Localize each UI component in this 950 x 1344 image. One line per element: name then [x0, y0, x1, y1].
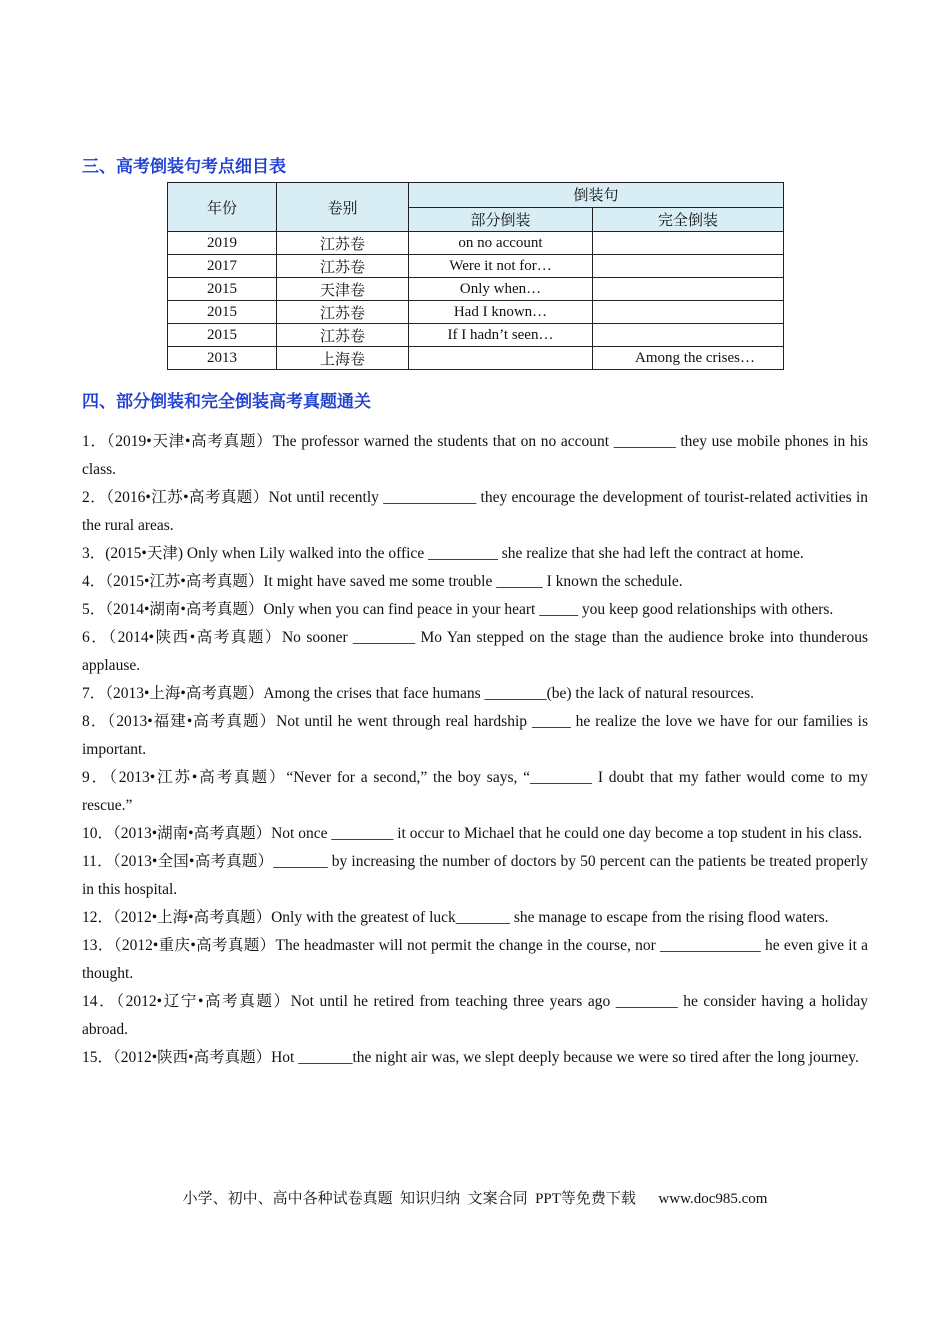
question-list — [82, 428, 868, 1072]
cell-year: 2019 — [168, 232, 277, 255]
cell-partial — [409, 347, 593, 370]
cell-paper: 江苏卷 — [277, 255, 409, 278]
cell-full — [593, 255, 784, 278]
question-item: 7．（2013•上海•高考真题）Among the crises that face humans ________(be) the lack of natural resources. — [82, 685, 755, 702]
table-row — [168, 347, 784, 370]
question-item: 13．（2012•重庆•高考真题）The headmaster will not permit the change in the course, nor _____________ he even give it a thought. — [82, 937, 868, 982]
cell-full — [593, 301, 784, 324]
question-item: 11．（2013•全国•高考真题）_______ by increasing the number of doctors by 50 percent can the patients be treated properly in this hospital. — [82, 853, 868, 898]
question-item: 14．（2012•辽宁•高考真题）Not until he retired from teaching three years ago ________ he consider having a holiday abroad. — [82, 993, 868, 1038]
table-row — [168, 324, 784, 347]
cell-partial: on no account — [409, 232, 593, 255]
section-3-title: 三、高考倒装句考点细目表 — [82, 157, 286, 177]
cell-partial: Had I known… — [409, 301, 593, 324]
question-item: 9．（2013•江苏•高考真题）“Never for a second,” the boy says, “________ I doubt that my father would come to my rescue.” — [82, 769, 868, 814]
question-item: 10．（2013•湖南•高考真题）Not once ________ it occur to Michael that he could one day become a top student in his class. — [82, 825, 863, 842]
cell-year: 2017 — [168, 255, 277, 278]
question-item: 2．（2016•江苏•高考真题）Not until recently ____________ they encourage the development of tourist-related activities in the rural areas. — [82, 489, 868, 534]
cell-year: 2015 — [168, 301, 277, 324]
question-item: 5．（2014•湖南•高考真题）Only when you can find peace in your heart _____ you keep good relationships with others. — [82, 601, 834, 618]
footer-text: 小学、初中、高中各种试卷真题 知识归纳 文案合同 PPT等免费下载 — [182, 1191, 636, 1207]
question-item: 4．（2015•江苏•高考真题）It might have saved me some trouble ______ I known the schedule. — [82, 573, 683, 590]
footer-url[interactable]: www.doc985.com — [658, 1191, 768, 1207]
cell-partial: If I hadn’t seen… — [409, 324, 593, 347]
table-row — [168, 232, 784, 255]
cell-full — [593, 278, 784, 301]
cell-full: Among the crises… — [593, 347, 784, 370]
section-4-title: 四、部分倒装和完全倒装高考真题通关 — [82, 392, 371, 412]
inversion-summary-table — [167, 182, 784, 370]
page-footer — [0, 1188, 950, 1210]
cell-year: 2013 — [168, 347, 277, 370]
header-paper: 卷别 — [277, 183, 409, 232]
question-item: 6．（2014•陕西•高考真题）No sooner ________ Mo Yan stepped on the stage than the audience broke into thunderous applause. — [82, 629, 868, 674]
cell-year: 2015 — [168, 278, 277, 301]
table-row — [168, 301, 784, 324]
header-year: 年份 — [168, 183, 277, 232]
cell-paper: 上海卷 — [277, 347, 409, 370]
question-item: 1．（2019•天津•高考真题）The professor warned the students that on no account ________ they use mobile phones in his class. — [82, 433, 868, 478]
cell-paper: 天津卷 — [277, 278, 409, 301]
header-partial: 部分倒装 — [409, 207, 593, 232]
table-header-row — [168, 183, 784, 208]
cell-paper: 江苏卷 — [277, 324, 409, 347]
cell-partial: Were it not for… — [409, 255, 593, 278]
cell-full — [593, 324, 784, 347]
cell-full — [593, 232, 784, 255]
table-row — [168, 255, 784, 278]
cell-year: 2015 — [168, 324, 277, 347]
header-inversion: 倒装句 — [409, 183, 784, 208]
header-full: 完全倒装 — [593, 207, 784, 232]
cell-partial: Only when… — [409, 278, 593, 301]
question-item: 12．（2012•上海•高考真题）Only with the greatest of luck_______ she manage to escape from the rising flood waters. — [82, 909, 829, 926]
cell-paper: 江苏卷 — [277, 301, 409, 324]
question-item: 15．（2012•陕西•高考真题）Hot _______the night air was, we slept deeply because we were so tired after the long journey. — [82, 1049, 859, 1066]
question-item: 3．(2015•天津) Only when Lily walked into the office _________ she realize that she had left the contract at home. — [82, 545, 804, 562]
cell-paper: 江苏卷 — [277, 232, 409, 255]
question-item: 8．（2013•福建•高考真题）Not until he went through real hardship _____ he realize the love we have for our families is important. — [82, 713, 868, 758]
table-row — [168, 278, 784, 301]
